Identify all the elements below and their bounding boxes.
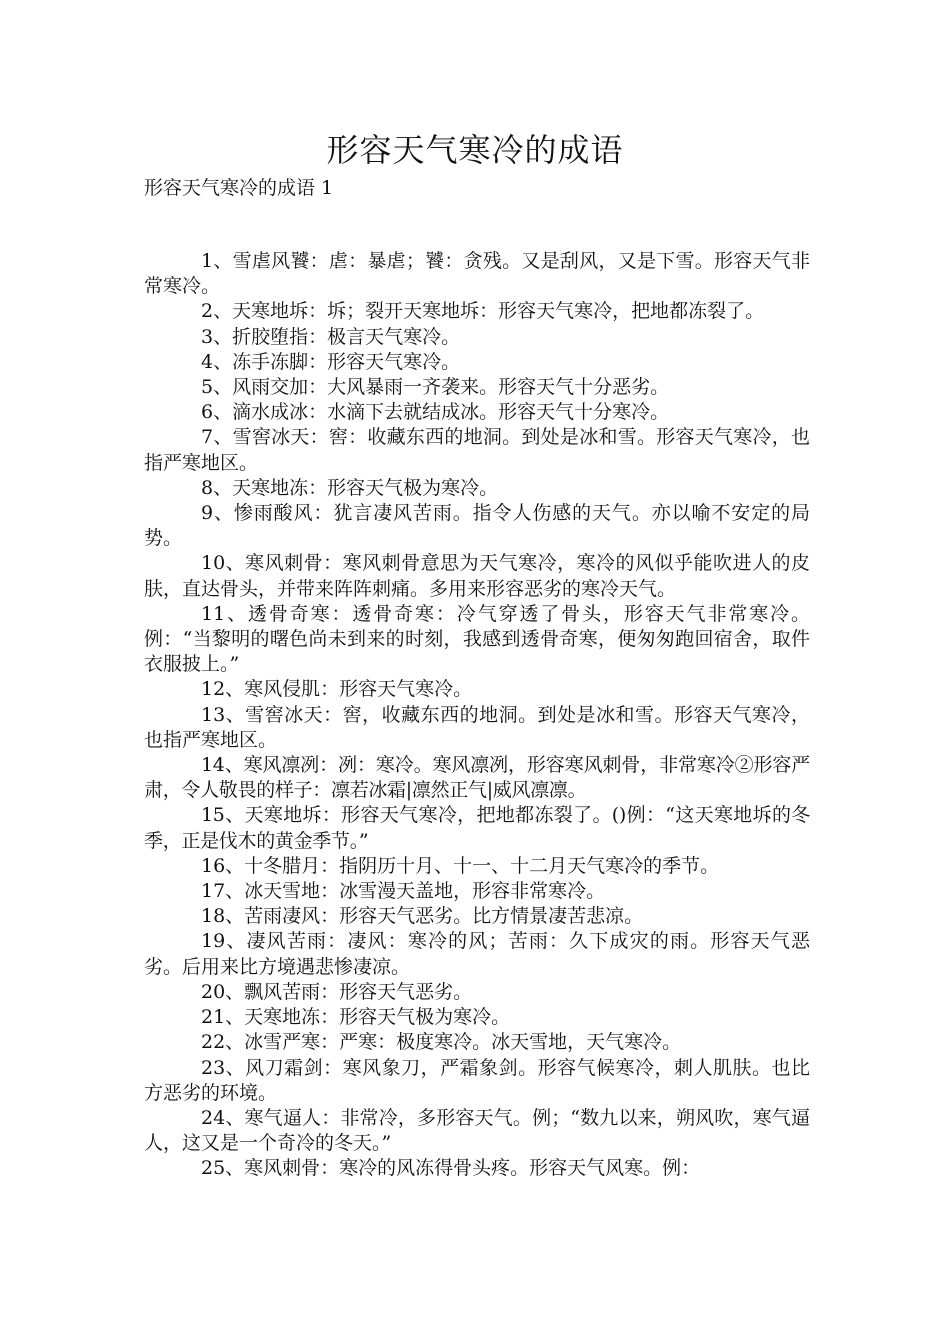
idiom-entry-18: 18、苦雨凄风：形容天气恶劣。比方情景凄苦悲凉。 — [201, 905, 644, 928]
idiom-entry-23: 23、风刀霜剑：寒风象刀，严霜象剑。形容气候寒冷，刺人肌肤。也比方恶劣的环境。 — [144, 1056, 810, 1104]
idiom-entry-16: 16、十冬腊月：指阴历十月、十一、十二月天气寒冷的季节。 — [201, 854, 720, 877]
idiom-entry-5: 5、风雨交加：大风暴雨一齐袭来。形容天气十分恶劣。 — [201, 376, 670, 399]
idiom-entry-24: 24、寒气逼人：非常冷，多形容天气。例；“数九以来，朔风吹，寒气逼人，这又是一个奇冷的冬天。” — [144, 1106, 810, 1155]
idiom-entry-1: 1、雪虐风饕：虐：暴虐；饕：贪残。又是刮风，又是下雪。形容天气非常寒冷。 — [144, 250, 810, 298]
idiom-entry-14: 14、寒风凛冽：冽：寒冷。寒风凛冽，形容寒风刺骨，非常寒冷②形容严肃，令人敬畏的样子：凛若冰霜|凛然正气|威风凛凛。 — [144, 754, 810, 802]
idiom-entry-25: 25、寒风刺骨：寒冷的风冻得骨头疼。形容天气风寒。例： — [201, 1157, 701, 1180]
idiom-entry-17: 17、冰天雪地：冰雪漫天盖地，形容非常寒冷。 — [201, 880, 606, 903]
idiom-entry-2: 2、天寒地坼：坼；裂开天寒地坼：形容天气寒冷，把地都冻裂了。 — [201, 300, 765, 323]
idiom-entry-12: 12、寒风侵肌：形容天气寒冷。 — [201, 678, 473, 701]
idiom-entry-15: 15、天寒地坼：形容天气寒冷，把地都冻裂了。()例：“这天寒地坼的冬季，正是伐木的黄金季节。” — [144, 804, 810, 852]
idiom-list — [144, 249, 810, 1182]
document-subtitle: 形容天气寒冷的成语 1 — [144, 177, 334, 199]
idiom-entry-4: 4、冻手冻脚：形容天气寒冷。 — [201, 350, 461, 373]
idiom-entry-3: 3、折胶堕指：极言天气寒冷。 — [201, 325, 461, 348]
idiom-entry-20: 20、飘风苦雨：形容天气恶劣。 — [201, 980, 473, 1003]
idiom-entry-10: 10、寒风刺骨：寒风刺骨意思为天气寒冷，寒冷的风似乎能吹进人的皮肤，直达骨头，并带来阵阵刺痛。多用来形容恶劣的寒冷天气。 — [144, 552, 810, 600]
idiom-entry-8: 8、天寒地冻：形容天气极为寒冷。 — [201, 476, 499, 499]
idiom-entry-9: 9、惨雨酸风：犹言凄风苦雨。指令人伤感的天气。亦以喻不安定的局势。 — [144, 502, 810, 550]
idiom-entry-7: 7、雪窖冰天：窖：收藏东西的地洞。到处是冰和雪。形容天气寒冷，也指严寒地区。 — [144, 426, 810, 474]
idiom-entry-13: 13、雪窖冰天：窖，收藏东西的地洞。到处是冰和雪。形容天气寒冷，也指严寒地区。 — [144, 703, 810, 751]
idiom-entry-21: 21、天寒地冻：形容天气极为寒冷。 — [201, 1006, 511, 1029]
document-title: 形容天气寒冷的成语 — [326, 131, 624, 169]
idiom-entry-19: 19、凄风苦雨：凄风：寒冷的风；苦雨：久下成灾的雨。形容天气恶劣。后用来比方境遇悲惨凄凉。 — [144, 930, 810, 978]
idiom-entry-11: 11、透骨奇寒：透骨奇寒：冷气穿透了骨头，形容天气非常寒冷。例：“当黎明的曙色尚未到来的时刻，我感到透骨奇寒，便匆匆跑回宿舍，取件衣服披上。” — [144, 602, 810, 676]
idiom-entry-22: 22、冰雪严寒：严寒：极度寒冷。冰天雪地，天气寒冷。 — [201, 1031, 682, 1054]
idiom-entry-6: 6、滴水成冰：水滴下去就结成冰。形容天气十分寒冷。 — [201, 401, 670, 424]
